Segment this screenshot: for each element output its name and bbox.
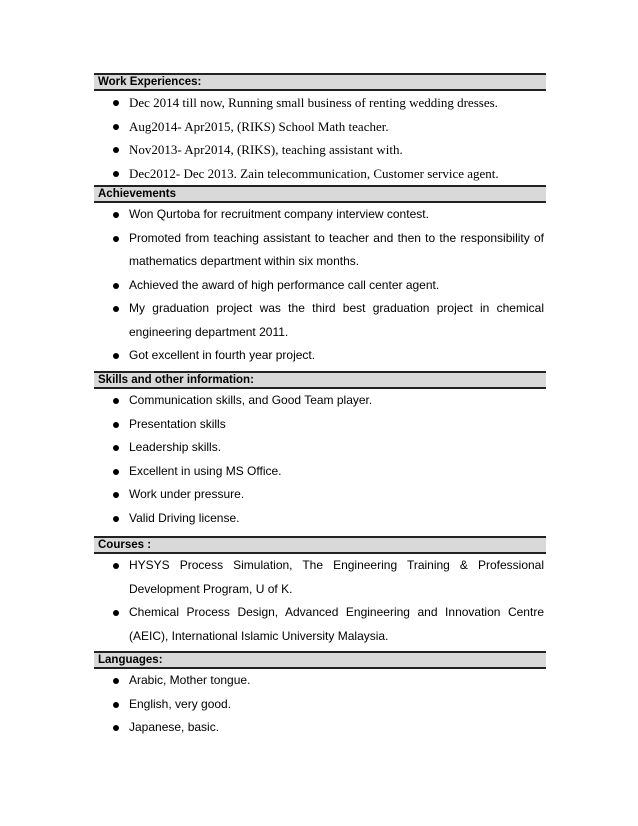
bullet-icon: [113, 563, 119, 569]
list-item: [94, 716, 546, 740]
list-item-text: Presentation skills: [129, 416, 226, 431]
bullet-icon: [113, 516, 119, 522]
bullet-icon: [113, 100, 119, 106]
bullet-icon: [113, 445, 119, 451]
languages-header: Languages:: [94, 651, 546, 669]
list-item: [94, 507, 546, 531]
bullet-icon: [113, 398, 119, 404]
list-item-text: Aug2014- Apr2015, (RIKS) School Math teacher.: [129, 118, 389, 134]
bullet-icon: [113, 610, 119, 616]
list-item: [94, 413, 546, 437]
list-item: [94, 693, 546, 717]
list-item: [94, 227, 546, 274]
list-item-text: My graduation project was the third best graduation project in chemical engineering department 2011.: [129, 301, 544, 339]
list-item-text: Leadership skills.: [129, 440, 222, 454]
list-item-text: Got excellent in fourth year project.: [129, 348, 316, 362]
list-item: [94, 669, 546, 693]
bullet-icon: [113, 492, 119, 498]
bullet-icon: [113, 236, 119, 242]
bullet-icon: [113, 212, 119, 218]
list-item: [94, 91, 546, 115]
list-item: [94, 601, 546, 648]
list-item: [94, 297, 546, 344]
bullet-icon: [113, 306, 119, 312]
list-item: [94, 554, 546, 601]
bullet-icon: [113, 171, 119, 177]
languages-list: [94, 669, 546, 740]
courses-list: [94, 554, 546, 648]
bullet-icon: [113, 124, 119, 130]
list-item: [94, 344, 546, 368]
achievements-list: [94, 203, 546, 368]
skills-header: Skills and other information:: [94, 371, 546, 389]
list-item: [94, 162, 546, 186]
work-experiences-list: [94, 91, 546, 185]
list-item-text: English, very good.: [129, 696, 232, 711]
list-item: [94, 115, 546, 139]
bullet-icon: [113, 678, 119, 684]
courses-header: Courses :: [94, 536, 546, 554]
list-item-text: Dec2012- Dec 2013. Zain telecommunication, Customer service agent.: [129, 165, 499, 181]
bullet-icon: [113, 147, 119, 153]
list-item-text: Communication skills, and Good Team player.: [129, 393, 373, 407]
list-item-text: Dec 2014 till now, Running small business of renting wedding dresses.: [129, 95, 498, 110]
bullet-icon: [113, 283, 119, 289]
list-item: [94, 274, 546, 298]
list-item: [94, 138, 546, 162]
list-item-text: Promoted from teaching assistant to teacher and then to the responsibility of mathematics department within six months.: [129, 230, 544, 268]
list-item-text: Arabic, Mother tongue.: [129, 673, 251, 687]
skills-list: [94, 389, 546, 530]
list-item: [94, 203, 546, 227]
achievements-header: Achievements: [94, 185, 546, 203]
list-item-text: HYSYS Process Simulation, The Engineering Training & Professional Development Program, U of K.: [129, 558, 544, 596]
list-item: [94, 460, 546, 484]
list-item-text: Nov2013- Apr2014, (RIKS), teaching assistant with.: [129, 142, 403, 157]
list-item-text: Japanese, basic.: [129, 720, 220, 734]
list-item-text: Chemical Process Design, Advanced Engineering and Innovation Centre (AEIC), International Islamic University Malaysia.: [129, 605, 544, 643]
work-experiences-header: Work Experiences:: [94, 73, 546, 91]
bullet-icon: [113, 422, 119, 428]
list-item: [94, 389, 546, 413]
bullet-icon: [113, 353, 119, 359]
list-item-text: Work under pressure.: [129, 487, 245, 501]
bullet-icon: [113, 702, 119, 708]
list-item: [94, 436, 546, 460]
bullet-icon: [113, 725, 119, 731]
list-item-text: Won Qurtoba for recruitment company interview contest.: [129, 207, 429, 221]
list-item: [94, 483, 546, 507]
list-item-text: Excellent in using MS Office.: [129, 463, 282, 478]
list-item-text: Valid Driving license.: [129, 510, 240, 525]
list-item-text: Achieved the award of high performance call center agent.: [129, 277, 440, 292]
bullet-icon: [113, 469, 119, 475]
